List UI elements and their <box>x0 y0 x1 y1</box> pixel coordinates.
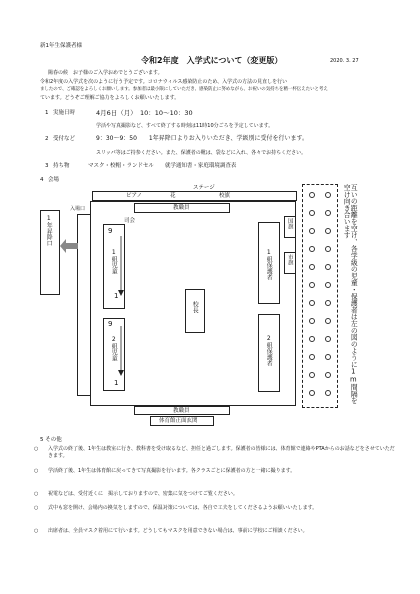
seat-circle <box>309 264 315 270</box>
seat-circle <box>309 336 315 342</box>
note-bullet: ○ <box>34 505 39 511</box>
note-1-text: 入学式の終了後、1年生は教室に行き、教科書を受け取るなど、担任と過ごします。保護者の皆様には、体育館で連絡やPTAからのお話などをさせていただきます。 <box>48 446 395 459</box>
class-1-order-arrow-icon <box>118 236 124 296</box>
seat-circle <box>325 192 331 198</box>
item-1-detail: 学活や写真撮影など、すべて終了する時刻は11時10分ごろを予定しています。 <box>96 123 274 129</box>
note-5 <box>34 528 398 535</box>
entrance-label: 入場口 <box>70 206 86 212</box>
note-3-text: 祝電などは、受付近くに 掲示しておりますので、密集に気をつけてご覧ください。 <box>48 491 238 497</box>
note-2-text: 学活終了後、1年生は体育館に戻ってきて写真撮影を行います。各クラスごとに保護者の方と一緒に撮ります。 <box>48 468 296 474</box>
teachers-bottom-label: 教職員 <box>173 408 190 414</box>
intro-line-2: 令和2年度の入学式を次のように行う予定です。コロナウィルス感染防止のため、入学式の方法の見直しを行い <box>40 79 288 85</box>
seat-circle <box>325 390 331 396</box>
stage-label: ステージ <box>193 185 215 191</box>
recipient-line: 新1年生保護者様 <box>40 43 82 49</box>
note-bullet: ○ <box>34 446 39 452</box>
class-1-children-label: 1組児童 <box>110 249 118 274</box>
note-bullet: ○ <box>34 468 39 474</box>
document-date: 2020. 3. 27 <box>330 58 359 64</box>
intro-line-1: 陽春の候 お子様のご入学おめでとうございます。 <box>48 70 163 76</box>
class-2-order-arrow-icon <box>118 326 124 376</box>
flowers-label: 花 <box>170 193 176 199</box>
others-heading: 5 その他 <box>40 437 62 443</box>
emcee-label: 司会 <box>124 218 136 224</box>
seat-circle <box>309 282 315 288</box>
item-1-number: 1 <box>45 110 49 116</box>
teachers-top-label: 教職員 <box>173 205 190 211</box>
school-flag-label: 校旗 <box>219 193 231 199</box>
item-4-label: 会場 <box>48 177 60 183</box>
note-3 <box>34 491 398 498</box>
seat-circle <box>309 210 315 216</box>
entry-arrow-icon <box>60 236 78 256</box>
seating-side-note: 互いの距離を空け、各学級の児童・保護者は左の図のように1m間隔を空け向き合います <box>342 184 358 404</box>
note-2 <box>34 468 398 475</box>
teachers-bottom-box <box>134 406 230 415</box>
note-4 <box>34 505 398 512</box>
seat-circle <box>325 336 331 342</box>
item-3-label: 持ち物 <box>53 163 70 169</box>
seat-circle <box>325 282 331 288</box>
left-corridor <box>77 214 90 396</box>
item-1-value: 4月6日（月） 10：10～10：30 <box>96 109 193 117</box>
class-1-start-mark: 9 <box>108 227 113 235</box>
item-2-number: 2 <box>45 136 49 142</box>
national-flag-label: 国旗 <box>286 218 293 229</box>
seat-circle <box>325 300 331 306</box>
seat-circle <box>325 318 331 324</box>
seat-circle <box>325 210 331 216</box>
seat-circle <box>309 192 315 198</box>
item-4-number: 4 <box>40 177 44 183</box>
note-5-text: 出席者は、全員マスク着用にて行います。どうしてもマスクを用意できない場合は、事前に学校にご相談ください。 <box>48 528 308 534</box>
principal-label: 校長 <box>191 301 199 313</box>
intro-line-4: ています。どうぞご理解ご協力をよろしくお願いいたします。 <box>40 95 180 101</box>
piano-label: ピアノ <box>126 193 143 199</box>
document-title: 令和2年度 入学式について（変更版） <box>141 56 283 65</box>
class-1-guardians-label: 1組保護者 <box>265 249 273 280</box>
class-2-guardians-label: 2組保護者 <box>265 335 273 366</box>
seat-circle <box>325 354 331 360</box>
seat-circle <box>325 264 331 270</box>
seat-circle <box>309 390 315 396</box>
front-entrance-box <box>150 416 214 426</box>
item-2-value: 9：30～9：50 1年昇降口よりお入りいただき、学級別に受付を行います。 <box>96 135 309 142</box>
class-2-end-mark: 1 <box>114 379 119 387</box>
city-flag-label: 市旗 <box>286 254 293 265</box>
item-3-value: マスク・校帽・ランドセル 就学通知書・家庭環境調査表 <box>88 163 237 169</box>
class-2-start-mark: 9 <box>108 320 113 328</box>
seat-circle <box>309 246 315 252</box>
item-3-number: 3 <box>45 163 49 169</box>
seat-circle <box>309 354 315 360</box>
seat-circle <box>309 228 315 234</box>
teachers-top-box <box>134 203 230 213</box>
seat-circle <box>325 246 331 252</box>
seat-circle <box>309 372 315 378</box>
front-entrance-label: 体育館正面玄関 <box>159 418 198 424</box>
seat-circle <box>325 228 331 234</box>
class-2-children-label: 2組児童 <box>110 336 118 361</box>
seat-circle <box>325 372 331 378</box>
seat-circle <box>309 318 315 324</box>
seat-circle <box>309 300 315 306</box>
note-4-text: 式中も窓を開け、会場内の換気をしますので、保温対策については、各自で工夫をしてくださるようお願いいたします。 <box>48 505 318 511</box>
note-1 <box>34 446 398 460</box>
first-grade-entrance-label: 1年昇降口 <box>45 215 53 246</box>
item-2-label: 受付など <box>53 136 76 142</box>
intro-line-3: ましたので、ご確認をよろしくお願いします。参加者は最小限にしていただき、感染防止に努めながら、お祝いの気持ちを精一杯伝えたいと考え <box>40 87 328 92</box>
note-bullet: ○ <box>34 528 39 534</box>
item-1-label: 実施日時 <box>53 110 76 116</box>
class-1-end-mark: 1 <box>114 292 119 300</box>
stage-outline <box>92 191 297 201</box>
seating-circles-area <box>302 184 338 408</box>
note-bullet: ○ <box>34 491 39 497</box>
item-2-detail: スリッパ等はご持参ください。また、保護者の靴は、袋などに入れ、各々でお持ちください。 <box>96 150 307 156</box>
